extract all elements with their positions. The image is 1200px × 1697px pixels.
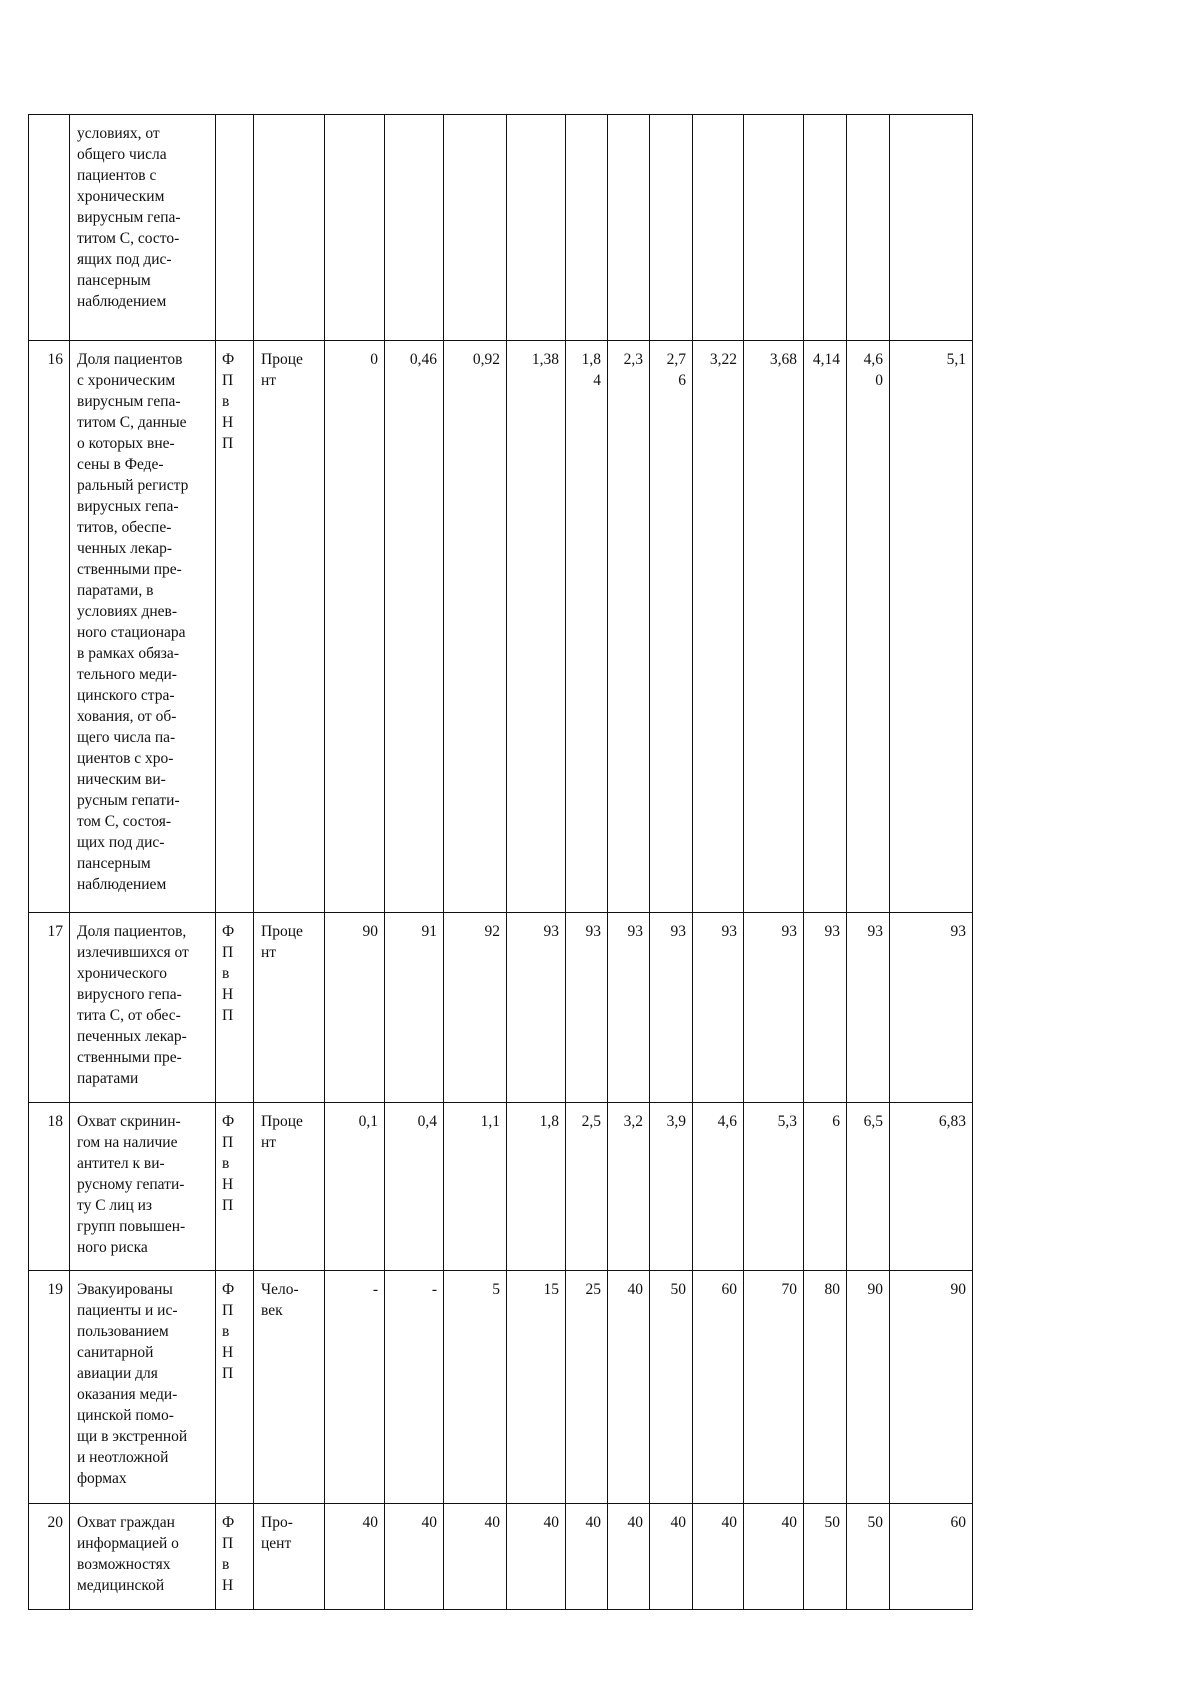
indicator-description-cell: Эвакуированы пациенты и ис- пользованием санитарной авиации для оказания меди- цинской помо- щи в экстренной и неотложной формах <box>70 1271 216 1504</box>
value-cell: 50 <box>650 1271 693 1504</box>
unit-cell: Проце нт <box>254 1103 325 1271</box>
value-cell: 93 <box>744 913 804 1103</box>
value-cell: 1,38 <box>507 341 566 913</box>
value-cell <box>650 115 693 341</box>
value-cell: 93 <box>608 913 650 1103</box>
row-number-cell: 17 <box>29 913 70 1103</box>
value-cell: 40 <box>693 1504 744 1610</box>
indicator-description-cell: Охват скринин- гом на наличие антител к ви- русному гепати- ту С лиц из групп повышен- ного риска <box>70 1103 216 1271</box>
value-cell: 0,92 <box>444 341 507 913</box>
value-cell: 2,7 6 <box>650 341 693 913</box>
value-cell: 90 <box>890 1271 973 1504</box>
value-cell: 40 <box>325 1504 385 1610</box>
value-cell: 0,46 <box>385 341 444 913</box>
indicator-source-cell: Ф П в Н П <box>216 1271 254 1504</box>
value-cell <box>890 115 973 341</box>
value-cell: 50 <box>804 1504 847 1610</box>
table-row <box>29 913 973 1103</box>
value-cell: 3,22 <box>693 341 744 913</box>
value-cell: 50 <box>847 1504 890 1610</box>
value-cell <box>385 115 444 341</box>
value-cell: 0,1 <box>325 1103 385 1271</box>
row-number-cell: 18 <box>29 1103 70 1271</box>
value-cell: 1,8 4 <box>566 341 608 913</box>
value-cell: 2,3 <box>608 341 650 913</box>
row-number-cell <box>29 115 70 341</box>
value-cell: 3,68 <box>744 341 804 913</box>
value-cell: 6,5 <box>847 1103 890 1271</box>
indicator-source-cell: Ф П в Н П <box>216 1103 254 1271</box>
table-row <box>29 1271 973 1504</box>
value-cell <box>804 115 847 341</box>
value-cell: 4,14 <box>804 341 847 913</box>
value-cell: 5,3 <box>744 1103 804 1271</box>
indicator-source-cell: Ф П в Н <box>216 1504 254 1610</box>
value-cell: 90 <box>325 913 385 1103</box>
value-cell: 40 <box>608 1271 650 1504</box>
value-cell <box>325 115 385 341</box>
value-cell <box>847 115 890 341</box>
indicator-description-cell: Доля пациентов с хроническим вирусным гепа- титом С, данные о которых вне- сены в Феде- ральный регистр вирусных гепа- титов, обеспе- ченных лекар- ственными пре- паратами, в условиях днев- ного стационара в рамках обяза- тельного меди- цинского стра- хования, от об- щего числа па- циентов с хро- ническим ви- русным гепати- том С, состоя- щих под дис- пансерным наблюдением <box>70 341 216 913</box>
value-cell: 3,9 <box>650 1103 693 1271</box>
value-cell <box>608 115 650 341</box>
value-cell: 93 <box>847 913 890 1103</box>
value-cell: 0,4 <box>385 1103 444 1271</box>
row-number-cell: 16 <box>29 341 70 913</box>
unit-cell: Про- цент <box>254 1504 325 1610</box>
value-cell: 3,2 <box>608 1103 650 1271</box>
value-cell: 93 <box>890 913 973 1103</box>
value-cell <box>693 115 744 341</box>
value-cell: 6,83 <box>890 1103 973 1271</box>
value-cell <box>566 115 608 341</box>
value-cell: 80 <box>804 1271 847 1504</box>
value-cell: 40 <box>385 1504 444 1610</box>
value-cell: 1,1 <box>444 1103 507 1271</box>
value-cell: 25 <box>566 1271 608 1504</box>
value-cell: 4,6 0 <box>847 341 890 913</box>
table-row <box>29 1504 973 1610</box>
value-cell: - <box>385 1271 444 1504</box>
value-cell: 40 <box>650 1504 693 1610</box>
value-cell: 91 <box>385 913 444 1103</box>
value-cell <box>507 115 566 341</box>
value-cell: 40 <box>566 1504 608 1610</box>
table-row <box>29 1103 973 1271</box>
value-cell: 93 <box>693 913 744 1103</box>
value-cell: 70 <box>744 1271 804 1504</box>
indicator-description-cell: Охват граждан информацией о возможностях медицинской <box>70 1504 216 1610</box>
value-cell: 90 <box>847 1271 890 1504</box>
value-cell <box>444 115 507 341</box>
value-cell: 0 <box>325 341 385 913</box>
unit-cell <box>254 115 325 341</box>
value-cell: 60 <box>890 1504 973 1610</box>
value-cell <box>744 115 804 341</box>
indicator-source-cell <box>216 115 254 341</box>
indicator-description-cell: Доля пациентов, излечившихся от хронического вирусного гепа- тита С, от обес- печенных лекар- ственными пре- паратами <box>70 913 216 1103</box>
table-row <box>29 341 973 913</box>
unit-cell: Проце нт <box>254 341 325 913</box>
row-number-cell: 19 <box>29 1271 70 1504</box>
indicator-source-cell: Ф П в Н П <box>216 341 254 913</box>
indicator-source-cell: Ф П в Н П <box>216 913 254 1103</box>
value-cell: - <box>325 1271 385 1504</box>
value-cell: 1,8 <box>507 1103 566 1271</box>
value-cell: 93 <box>804 913 847 1103</box>
value-cell: 40 <box>608 1504 650 1610</box>
value-cell: 4,6 <box>693 1103 744 1271</box>
value-cell: 40 <box>507 1504 566 1610</box>
indicator-description-cell: условиях, от общего числа пациентов с хроническим вирусным гепа- титом С, состо- ящих под дис- пансерным наблюдением <box>70 115 216 341</box>
value-cell: 92 <box>444 913 507 1103</box>
value-cell: 93 <box>650 913 693 1103</box>
value-cell: 5,1 <box>890 341 973 913</box>
value-cell: 6 <box>804 1103 847 1271</box>
unit-cell: Чело- век <box>254 1271 325 1504</box>
table-row <box>29 115 973 341</box>
value-cell: 40 <box>444 1504 507 1610</box>
value-cell: 93 <box>507 913 566 1103</box>
value-cell: 15 <box>507 1271 566 1504</box>
unit-cell: Проце нт <box>254 913 325 1103</box>
indicator-table <box>28 114 973 1610</box>
value-cell: 93 <box>566 913 608 1103</box>
value-cell: 2,5 <box>566 1103 608 1271</box>
value-cell: 40 <box>744 1504 804 1610</box>
value-cell: 60 <box>693 1271 744 1504</box>
value-cell: 5 <box>444 1271 507 1504</box>
row-number-cell: 20 <box>29 1504 70 1610</box>
